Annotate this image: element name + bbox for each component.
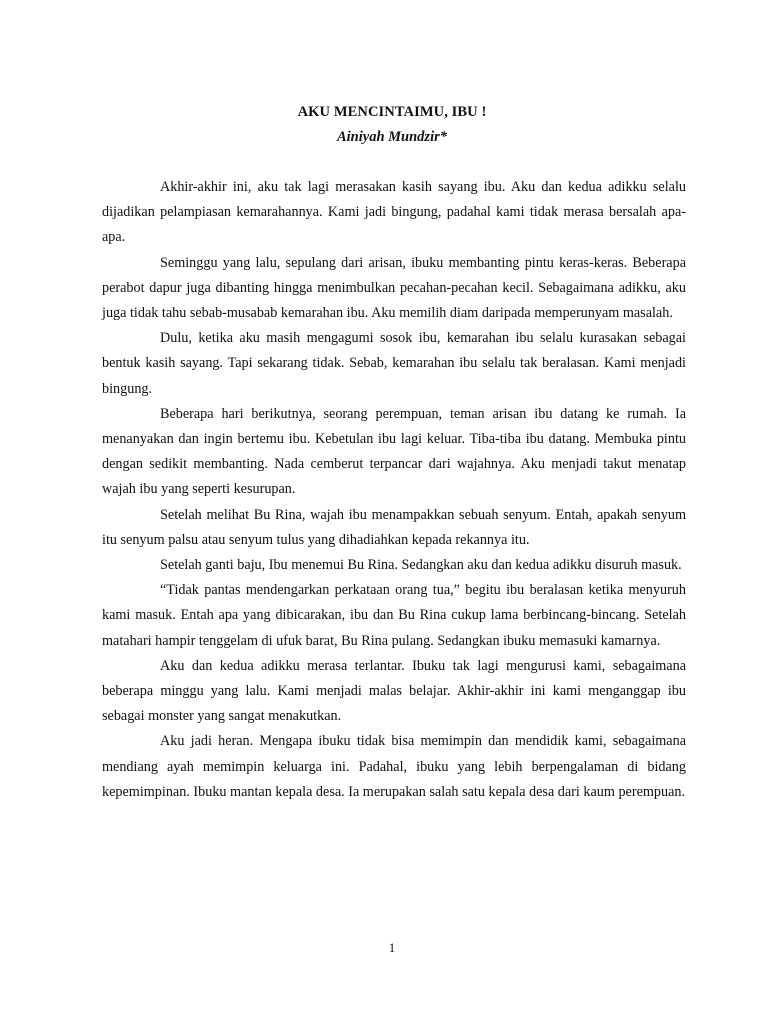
paragraph: Setelah ganti baju, Ibu menemui Bu Rina. Sedangkan aku dan kedua adikku disuruh masuk. [160, 557, 682, 574]
paragraph: Aku jadi heran. Mengapa ibuku tidak bisa memimpin dan mendidik kami, sebagaimana mendiang ayah memimpin keluarga ini. Padahal, ibuku yang lebih berpengalaman di bidang kepemimpinan. Ibuku mantan kepala desa. Ia merupakan salah satu kepala desa dari kaum perempuan. [102, 733, 686, 800]
paragraph: “Tidak pantas mendengarkan perkataan orang tua,” begitu ibu beralasan ketika menyuruh kami masuk. Entah apa yang dibicarakan, ibu dan Bu Rina cukup lama berbincang-bincang. Setelah matahari hampir tenggelam di ufuk barat, Bu Rina pulang. Sedangkan ibuku memasuki kamarnya. [102, 582, 686, 649]
paragraph: Beberapa hari berikutnya, seorang perempuan, teman arisan ibu datang ke rumah. Ia menanyakan dan ingin bertemu ibu. Kebetulan ibu lagi keluar. Tiba-tiba ibu datang. Membuka pintu dengan sedikit membanting. Nada cemberut terpancar dari wajahnya. Aku menjadi takut menatap wajah ibu yang seperti kesurupan. [102, 405, 686, 498]
page-number: 1 [388, 940, 396, 955]
paragraph: Seminggu yang lalu, sepulang dari arisan, ibuku membanting pintu keras-keras. Beberapa perabot dapur juga dibanting hingga menimbulkan pecahan-pecahan kecil. Sebagaimana adikku, aku juga tidak tahu sebab-musabab kemarahan ibu. Aku memilih diam daripada memperunyam masalah. [102, 254, 686, 322]
story-title: AKU MENCINTAIMU, IBU ! [297, 104, 487, 120]
paragraph: Akhir-akhir ini, aku tak lagi merasakan kasih sayang ibu. Aku dan kedua adikku selalu dijadikan pelampiasan kemarahannya. Kami jadi bingung, padahal kami tidak merasa bersalah apa-apa. [102, 179, 686, 246]
story-body [102, 175, 686, 805]
author-name: Ainiyah Mundzir* [336, 129, 447, 145]
paragraph: Dulu, ketika aku masih mengagumi sosok ibu, kemarahan ibu selalu kurasakan sebagai bentuk kasih sayang. Tapi sekarang tidak. Sebab, kemarahan ibu selalu tak beralasan. Kami menjadi bingung. [102, 330, 686, 397]
paragraph: Setelah melihat Bu Rina, wajah ibu menampakkan sebuah senyum. Entah, apakah senyum itu senyum palsu atau senyum tulus yang dihadiahkan kepada rekannya itu. [102, 506, 686, 548]
paragraph: Aku dan kedua adikku merasa terlantar. Ibuku tak lagi mengurusi kami, sebagaimana beberapa minggu yang lalu. Kami menjadi malas belajar. Akhir-akhir ini kami menganggap ibu sebagai monster yang sangat menakutkan. [102, 657, 686, 725]
